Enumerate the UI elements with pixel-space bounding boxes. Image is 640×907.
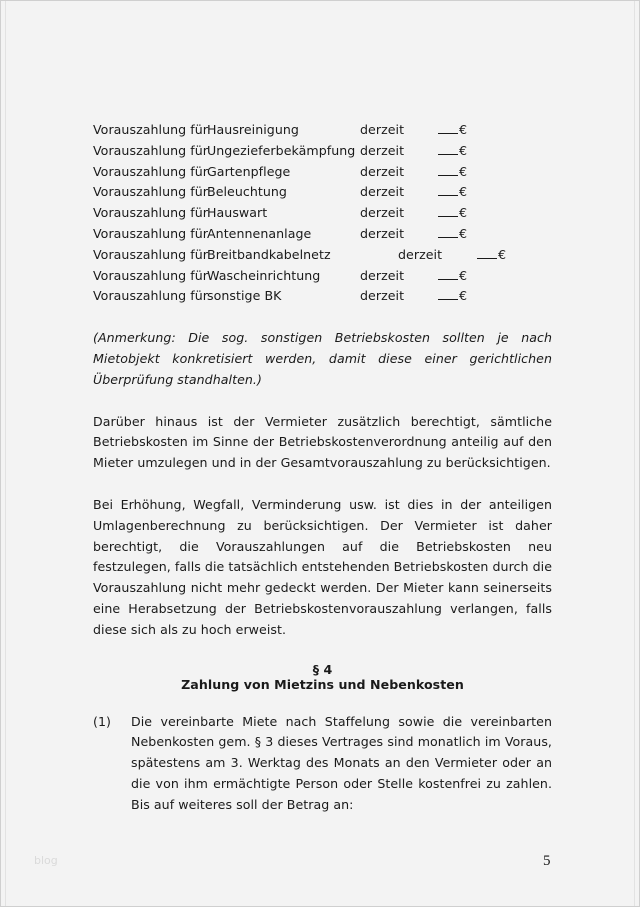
- prepayment-row: [93, 286, 552, 307]
- page-content: [93, 120, 552, 816]
- row-derzeit: derzeit: [398, 246, 443, 262]
- prepayment-row: [93, 182, 552, 203]
- prepayment-row: [93, 245, 552, 266]
- row-prefix: Vorauszahlung für: [93, 267, 208, 283]
- row-amount: [438, 266, 467, 287]
- prepayment-row: [93, 162, 552, 183]
- clause-text: Die vereinbarte Miete nach Staffelung sowie die vereinbarten Nebenkosten gem. § 3 dieses Vertrages sind monatlich im Voraus, spätestens am 3. Werktag des Monats an den Vermieter oder an die von ihm ermächtigte Person oder Stelle kostenfrei zu zahlen. Bis auf weiteres soll der Betrag an:: [131, 713, 552, 812]
- section-title: Zahlung von Mietzins und Nebenkosten: [181, 676, 464, 692]
- page-border-right: [634, 1, 635, 906]
- page-border-left: [5, 1, 6, 906]
- clause-1: [93, 712, 552, 816]
- row-item: Ungezieferbekämpfung: [207, 142, 356, 158]
- amount-blank: [438, 142, 458, 155]
- prepayment-row: [93, 120, 552, 141]
- section-number: § 4: [312, 661, 333, 677]
- row-item: Breitbandkabelnetz: [207, 246, 331, 262]
- row-prefix: Vorauszahlung für: [93, 288, 208, 304]
- row-prefix: Vorauszahlung für: [93, 184, 208, 200]
- footer-watermark: blog: [34, 854, 58, 867]
- clause-number: (1): [93, 713, 111, 729]
- amount-blank: [438, 163, 458, 176]
- row-amount: [438, 141, 467, 162]
- row-amount: [438, 182, 467, 203]
- section-heading: [93, 662, 552, 692]
- row-prefix: Vorauszahlung für: [93, 225, 208, 241]
- row-item: Beleuchtung: [207, 184, 287, 200]
- currency-symbol: €: [459, 184, 468, 200]
- row-amount: [438, 203, 467, 224]
- row-item: Antennenanlage: [207, 225, 312, 241]
- paragraph-adjustment: Bei Erhöhung, Wegfall, Verminderung usw. ist dies in der anteiligen Umlagenberechnung zu berücksichtigen. Der Vermieter ist daher berechtigt, die Vorauszahlungen auf die Betriebskosten neu festzulegen, falls die tatsächlich entstehenden Betriebskosten durch die Vorauszahlung nicht mehr gedeckt werden. Der Mieter kann seinerseits eine Herabsetzung der Betriebskostenvorauszahlung verlangen, falls diese sich als zu hoch erweist.: [93, 496, 552, 637]
- row-item: Hauswart: [207, 205, 268, 221]
- prepayment-row: [93, 141, 552, 162]
- currency-symbol: €: [498, 246, 507, 262]
- row-derzeit: derzeit: [360, 142, 405, 158]
- currency-symbol: €: [459, 142, 468, 158]
- annotation-note: (Anmerkung: Die sog. sonstigen Betriebskosten sollten je nach Mietobjekt konkretisiert werden, damit diese einer gerichtlichen Überprüfung standhalten.): [93, 330, 552, 387]
- row-item: Gartenpflege: [207, 163, 291, 179]
- row-item: Hausreinigung: [207, 122, 299, 137]
- currency-symbol: €: [459, 225, 468, 241]
- amount-blank: [477, 246, 497, 259]
- amount-blank: [438, 287, 458, 300]
- currency-symbol: €: [459, 163, 468, 179]
- currency-symbol: €: [459, 267, 468, 283]
- row-item: Wascheinrichtung: [207, 267, 321, 283]
- currency-symbol: €: [459, 288, 468, 304]
- row-amount: [438, 286, 467, 307]
- prepayment-row: [93, 266, 552, 287]
- prepayment-row: [93, 224, 552, 245]
- currency-symbol: €: [459, 205, 468, 221]
- prepayment-row: [93, 203, 552, 224]
- row-derzeit: derzeit: [360, 163, 405, 179]
- prepayment-list: [93, 120, 552, 307]
- row-item: sonstige BK: [207, 288, 282, 304]
- row-derzeit: derzeit: [360, 122, 405, 137]
- amount-blank: [438, 204, 458, 217]
- amount-blank: [438, 121, 458, 134]
- row-prefix: Vorauszahlung für: [93, 246, 208, 262]
- row-amount: [477, 245, 506, 266]
- row-derzeit: derzeit: [360, 225, 405, 241]
- row-prefix: Vorauszahlung für: [93, 122, 208, 137]
- row-derzeit: derzeit: [360, 267, 405, 283]
- page-number: 5: [543, 853, 551, 869]
- row-prefix: Vorauszahlung für: [93, 142, 208, 158]
- row-prefix: Vorauszahlung für: [93, 205, 208, 221]
- row-amount: [438, 224, 467, 245]
- amount-blank: [438, 183, 458, 196]
- row-derzeit: derzeit: [360, 184, 405, 200]
- paragraph-additional-costs: Darüber hinaus ist der Vermieter zusätzlich berechtigt, sämtliche Betriebskosten im Sinne der Betriebskostenverordnung anteilig auf den Mieter umzulegen und in der Gesamtvorauszahlung zu berücksichtigen.: [93, 413, 552, 471]
- row-derzeit: derzeit: [360, 288, 405, 304]
- row-derzeit: derzeit: [360, 205, 405, 221]
- row-prefix: Vorauszahlung für: [93, 163, 208, 179]
- currency-symbol: €: [459, 122, 468, 137]
- row-amount: [438, 120, 467, 141]
- amount-blank: [438, 267, 458, 280]
- row-amount: [438, 162, 467, 183]
- amount-blank: [438, 225, 458, 238]
